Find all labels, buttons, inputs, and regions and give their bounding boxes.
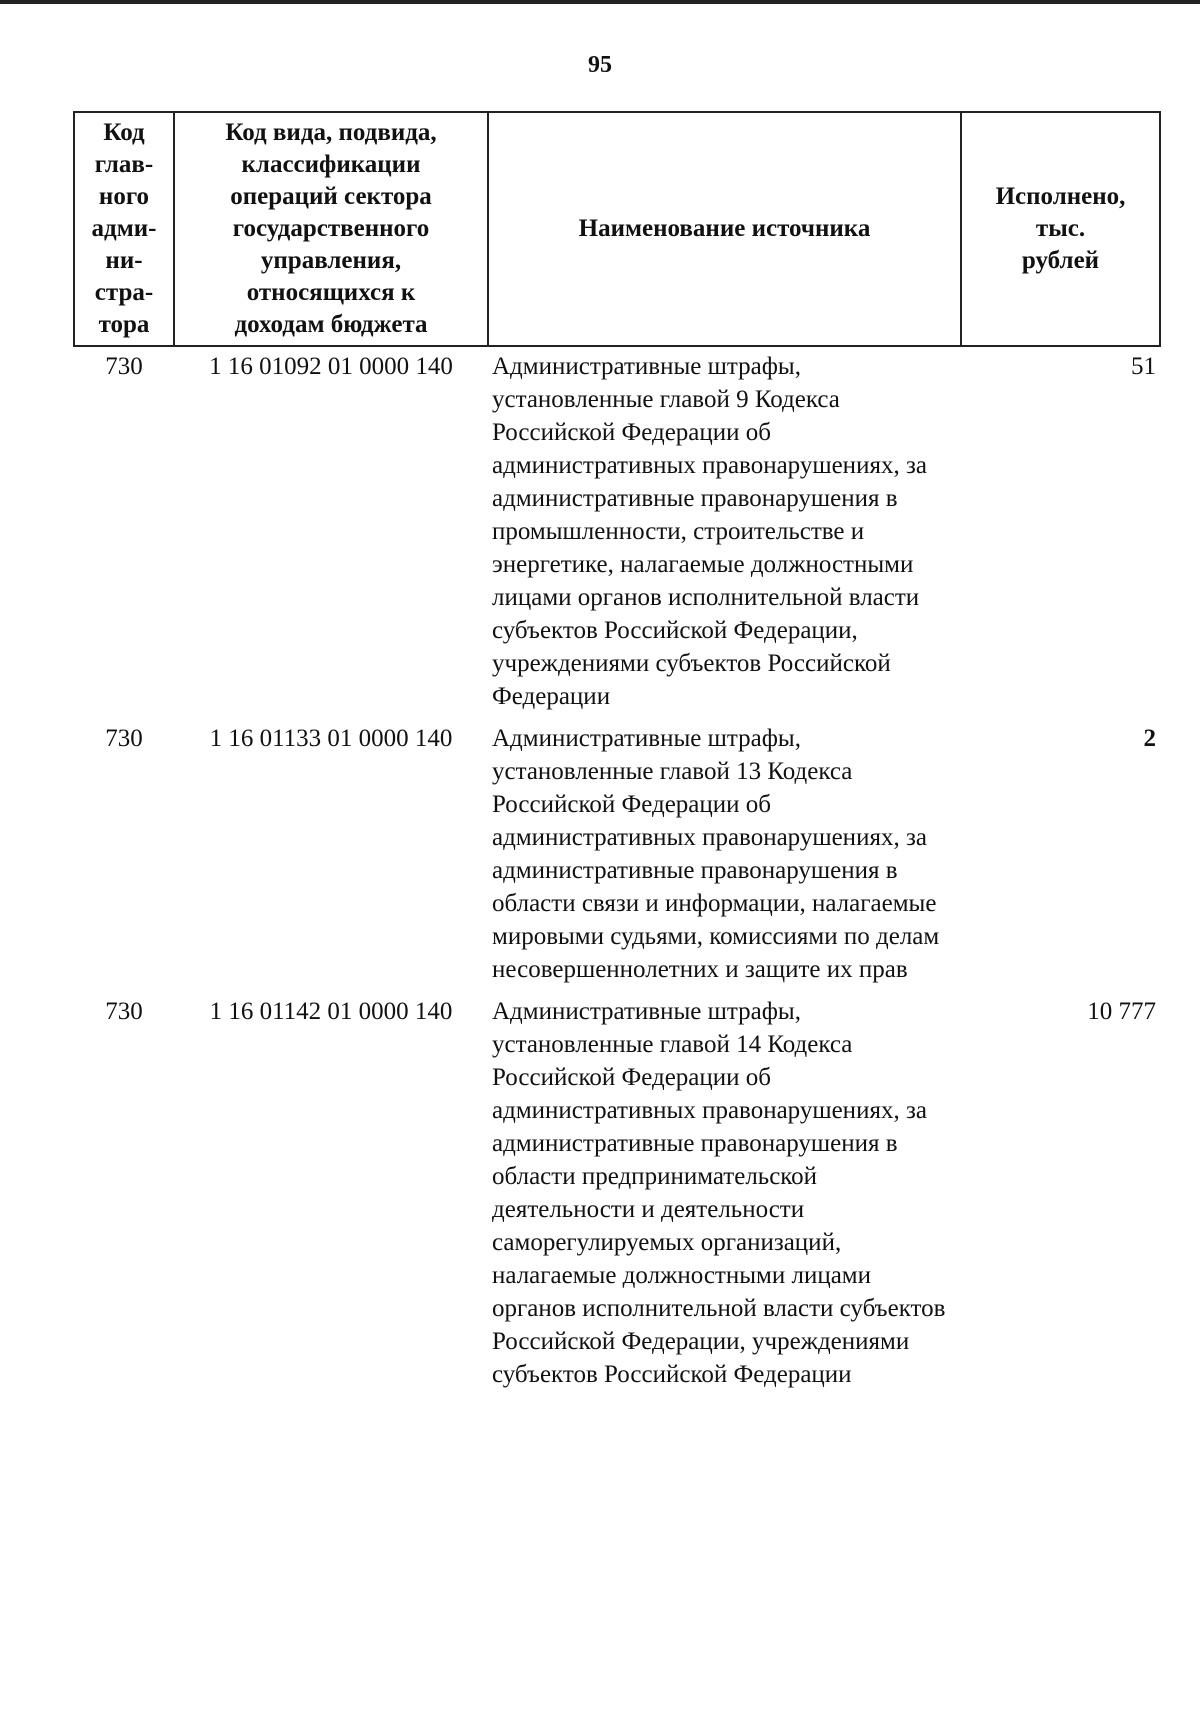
table-row — [74, 346, 1160, 719]
source-name-cell: Административные штрафы, установленные главой 9 Кодекса Российской Федерации об административных правонарушениях, за административные правонарушения в промышленности, строительстве и энергетике, налагаемые должностными лицами органов исполнительной власти субъектов Российской Федерации, учреждениями субъектов Российской Федерации — [492, 353, 927, 710]
class-code-cell: 1 16 01133 01 0000 140 — [209, 725, 453, 752]
scan-top-border — [0, 0, 1200, 4]
source-name-cell: Административные штрафы, установленные главой 14 Кодекса Российской Федерации об административных правонарушениях, за административные правонарушения в области предпринимательской деятельности и деятельности саморегулируемых организаций, налагаемые должностными лицами органов исполнительной власти субъектов Российской Федерации, учреждениями субъектов Российской Федерации — [492, 998, 946, 1388]
budget-sources-table — [73, 111, 1161, 1397]
header-admin-code: Код глав- ного адми- ни- стра- тора — [74, 112, 174, 346]
table-row — [74, 992, 1160, 1397]
header-executed: Исполнено, тыс. рублей — [961, 112, 1160, 346]
amount-cell: 51 — [1131, 353, 1156, 380]
admin-code-cell: 730 — [105, 725, 143, 752]
table-header-row — [74, 112, 1160, 346]
header-class-code: Код вида, подвида, классификации операций сектора государственного управления, относящихся к доходам бюджета — [174, 112, 488, 346]
header-source-name: Наименование источника — [488, 112, 961, 346]
amount-cell: 2 — [1143, 725, 1156, 752]
admin-code-cell: 730 — [105, 998, 143, 1025]
table-row — [74, 719, 1160, 992]
admin-code-cell: 730 — [105, 353, 143, 380]
class-code-cell: 1 16 01092 01 0000 140 — [209, 353, 453, 380]
page-number: 95 — [588, 52, 612, 78]
source-name-cell: Административные штрафы, установленные главой 13 Кодекса Российской Федерации об административных правонарушениях, за административные правонарушения в области связи и информации, налагаемые мировыми судьями, комиссиями по делам несовершеннолетних и защите их прав — [492, 725, 940, 983]
amount-cell: 10 777 — [1087, 998, 1156, 1025]
class-code-cell: 1 16 01142 01 0000 140 — [209, 998, 453, 1025]
